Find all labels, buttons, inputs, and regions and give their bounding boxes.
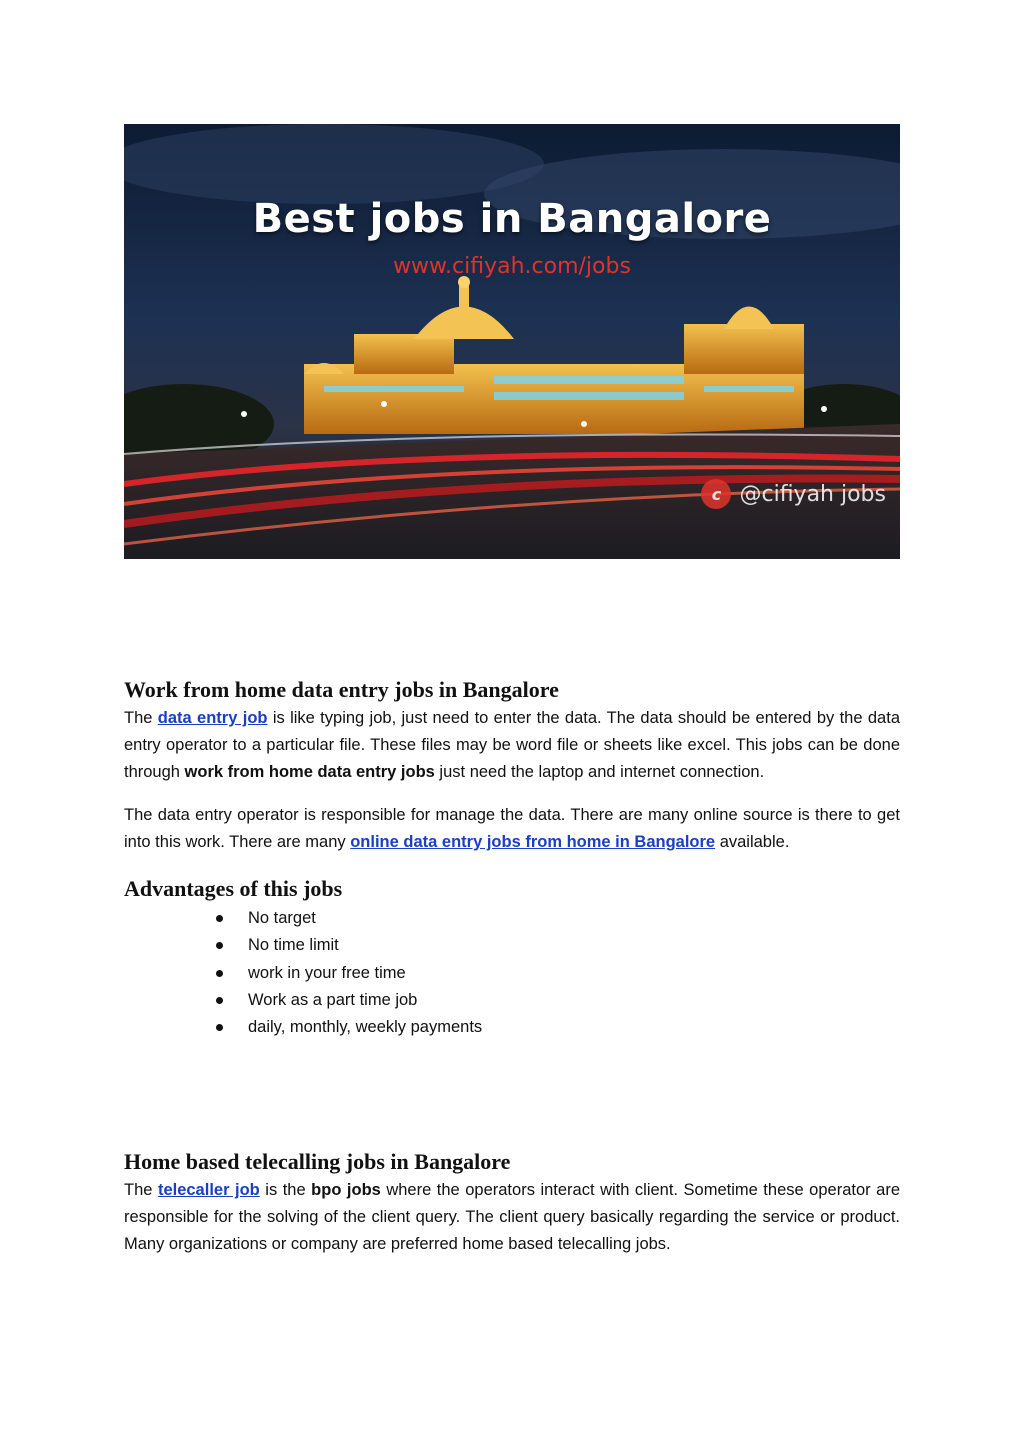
bold-work-from-home: work from home data entry jobs xyxy=(184,763,435,781)
list-item: No time limit xyxy=(216,932,900,959)
link-online-data-entry-jobs[interactable]: online data entry jobs from home in Bangalore xyxy=(350,833,716,851)
bold-bpo-jobs: bpo jobs xyxy=(311,1181,381,1199)
banner-image xyxy=(124,124,900,559)
banner-url: www.cifiyah.com/jobs xyxy=(393,254,631,279)
list-item: Work as a part time job xyxy=(216,987,900,1014)
link-data-entry-job[interactable]: data entry job xyxy=(157,709,268,727)
list-item: work in your free time xyxy=(216,960,900,987)
text-span: is the xyxy=(259,1181,312,1199)
list-item: daily, monthly, weekly payments xyxy=(216,1014,900,1041)
text-span: The xyxy=(124,709,158,727)
section-advantages xyxy=(124,876,900,1041)
section-heading-data-entry: Work from home data entry jobs in Bangalore xyxy=(124,677,559,702)
paragraph-data-entry-operator xyxy=(124,802,900,856)
section-heading-telecalling: Home based telecalling jobs in Bangalore xyxy=(124,1149,511,1174)
text-span: available. xyxy=(715,833,790,851)
section-telecalling xyxy=(124,1149,900,1258)
text-span: where the operators interact with client. Sometime these operator are responsible for the solving of the client query. The client query basically regarding the service or product. Many organizations or company are preferred home based telecalling jobs. xyxy=(124,1181,900,1253)
banner-logo-handle: @cifiyah jobs xyxy=(739,481,886,507)
advantages-list xyxy=(124,905,900,1041)
section-heading-advantages: Advantages of this jobs xyxy=(124,876,343,901)
text-span: is like typing job, just need to enter the data. The data should be entered by the data entry operator to a particular file. These files may be word file or sheets like excel. This jobs can be done through xyxy=(124,709,900,781)
section-data-entry xyxy=(124,677,900,856)
paragraph-telecalling xyxy=(124,1177,900,1258)
text-span: just need the laptop and internet connection. xyxy=(434,763,765,781)
paragraph-data-entry-intro xyxy=(124,705,900,786)
text-span: The xyxy=(124,1181,158,1199)
link-telecaller-job[interactable]: telecaller job xyxy=(157,1181,260,1199)
list-item: No target xyxy=(216,905,900,932)
cifiyah-logo-icon: c xyxy=(701,479,731,509)
banner-logo xyxy=(701,479,886,509)
banner-title: Best jobs in Bangalore xyxy=(252,196,772,242)
text-span: The data entry operator is responsible for manage the data. There are many online source is there to get into this work. There are many xyxy=(124,806,900,851)
